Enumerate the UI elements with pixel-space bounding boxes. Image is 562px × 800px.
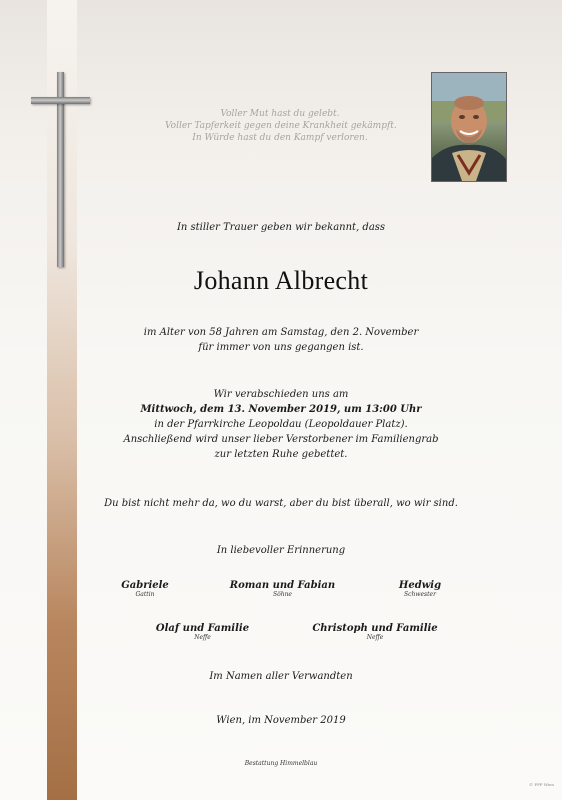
corner-mark: © PPP Wien bbox=[529, 782, 554, 787]
undertaker: Bestattung Himmelblau bbox=[244, 760, 318, 767]
mourner bbox=[105, 580, 185, 599]
mourner bbox=[145, 623, 260, 642]
mourner-role: Neffe bbox=[194, 634, 211, 641]
relatives-line: Im Namen aller Verwandten bbox=[209, 671, 353, 682]
poem bbox=[165, 108, 395, 144]
death-line: für immer von uns gegangen ist. bbox=[198, 342, 364, 353]
cross-icon-bar bbox=[31, 97, 90, 104]
funeral-line: in der Pfarrkirche Leopoldau (Leopoldauer Platz). bbox=[154, 419, 408, 430]
mourner-name: Christoph und Familie bbox=[312, 623, 438, 634]
poem-line: Voller Tapferkeit gegen deine Krankheit gekämpft. bbox=[165, 121, 397, 131]
poem-line: In Würde hast du den Kampf verloren. bbox=[192, 133, 368, 143]
funeral-date: Mittwoch, dem 13. November 2019, um 13:00 Uhr bbox=[140, 404, 422, 415]
death-line: im Alter von 58 Jahren am Samstag, den 2. November bbox=[143, 327, 419, 338]
mourner-role: Neffe bbox=[366, 634, 384, 641]
mourner-name: Gabriele bbox=[121, 580, 169, 591]
mourner bbox=[305, 623, 445, 642]
portrait-photo bbox=[431, 72, 507, 182]
mourner-name: Olaf und Familie bbox=[155, 623, 250, 634]
memory-heading: In liebevoller Erinnerung bbox=[216, 545, 346, 556]
intro-text: In stiller Trauer geben wir bekannt, dass bbox=[176, 222, 386, 233]
poem-line: Voller Mut hast du gelebt. bbox=[220, 109, 340, 119]
funeral-line: Wir verabschieden uns am bbox=[213, 389, 349, 400]
mourner bbox=[380, 580, 460, 599]
funeral-line: Anschließend wird unser lieber Verstorbener im Familiengrab bbox=[123, 434, 439, 445]
deceased-name: Johann Albrecht bbox=[193, 266, 369, 295]
funeral-line: zur letzten Ruhe gebettet. bbox=[214, 449, 348, 460]
quote: Du bist nicht mehr da, wo du warst, aber du bist überall, wo wir sind. bbox=[104, 498, 458, 509]
mourner bbox=[220, 580, 345, 599]
mourner-role: Schwester bbox=[404, 591, 436, 598]
place-date: Wien, im November 2019 bbox=[216, 715, 346, 726]
mourner-role: Söhne bbox=[272, 591, 292, 598]
mourner-name: Roman und Fabian bbox=[229, 580, 336, 591]
mourner-name: Hedwig bbox=[398, 580, 442, 591]
mourner-role: Gattin bbox=[135, 591, 155, 598]
portrait-illustration bbox=[432, 73, 506, 181]
